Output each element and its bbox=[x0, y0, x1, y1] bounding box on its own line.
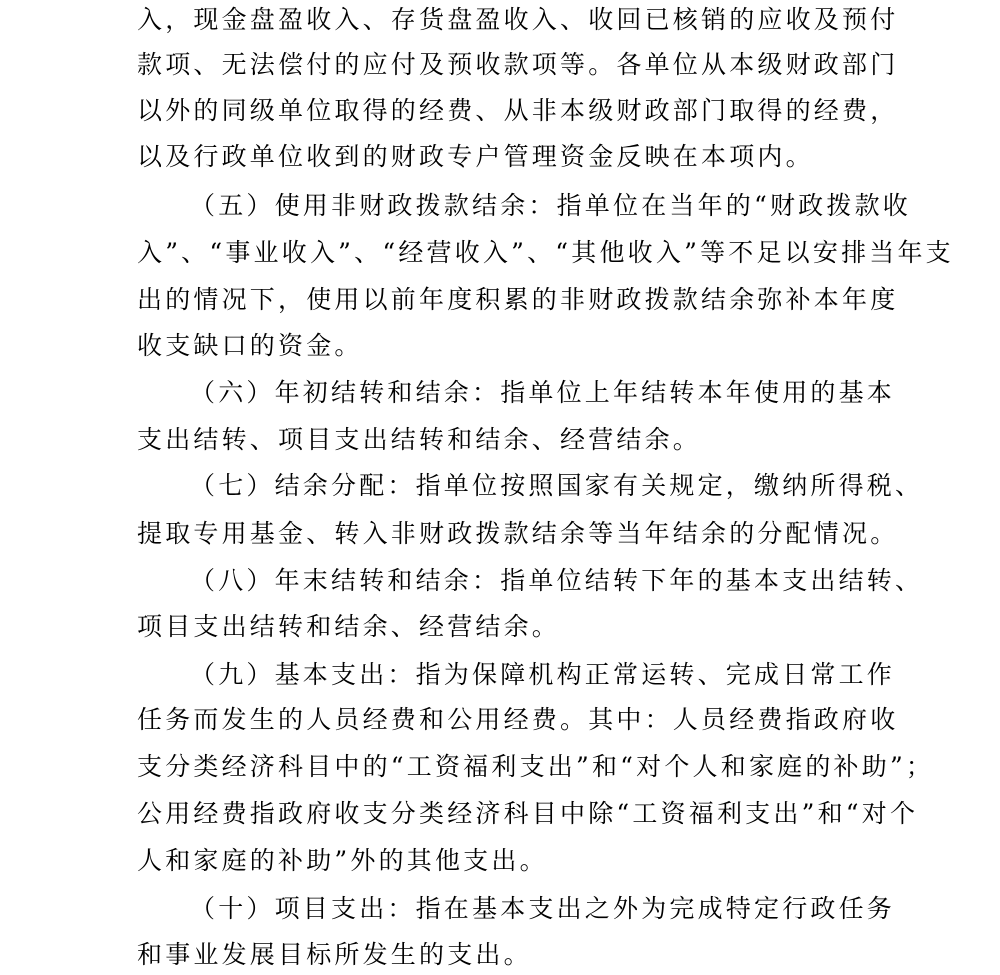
paragraph-line: 人和家庭的补助”外的其他支出。 bbox=[137, 846, 548, 875]
paragraph-line: 出的情况下，使用以前年度积累的非财政拨款结余弥补本年度 bbox=[137, 285, 899, 314]
paragraph-line: 支分类经济科目中的“工资福利支出”和“对个人和家庭的补助”； bbox=[137, 752, 935, 781]
paragraph-line: （九）基本支出：指为保障机构正常运转、完成日常工作 bbox=[190, 660, 896, 689]
paragraph-line: 项目支出结转和结余、经营结余。 bbox=[137, 612, 561, 641]
paragraph-line: 款项、无法偿付的应付及预收款项等。各单位从本级财政部门 bbox=[137, 50, 899, 79]
paragraph-line: （十）项目支出：指在基本支出之外为完成特定行政任务 bbox=[190, 894, 896, 923]
paragraph-line: 和事业发展目标所发生的支出。 bbox=[137, 940, 532, 969]
paragraph-line: 入，现金盘盈收入、存货盘盈收入、收回已核销的应收及预付 bbox=[137, 5, 899, 34]
paragraph-line: 公用经费指政府收支分类经济科目中除“工资福利支出”和“对个 bbox=[137, 799, 919, 828]
paragraph-line: （七）结余分配：指单位按照国家有关规定，缴纳所得税、 bbox=[190, 471, 924, 500]
paragraph-line: 入”、“事业收入”、“经营收入”、“其他收入”等不足以安排当年支 bbox=[137, 238, 954, 267]
paragraph-line: 以外的同级单位取得的经费、从非本级财政部门取得的经费， bbox=[137, 96, 899, 125]
paragraph-line: （五）使用非财政拨款结余：指单位在当年的“财政拨款收 bbox=[190, 191, 911, 220]
paragraph-line: 任务而发生的人员经费和公用经费。其中：人员经费指政府收 bbox=[137, 705, 899, 734]
paragraph-line: 提取专用基金、转入非财政拨款结余等当年结余的分配情况。 bbox=[137, 519, 899, 548]
paragraph-line: （六）年初结转和结余：指单位上年结转本年使用的基本 bbox=[190, 378, 896, 407]
paragraph-line: （八）年末结转和结余：指单位结转下年的基本支出结转、 bbox=[190, 566, 924, 595]
paragraph-line: 收支缺口的资金。 bbox=[137, 331, 363, 360]
paragraph-line: 以及行政单位收到的财政专户管理资金反映在本项内。 bbox=[137, 142, 814, 171]
paragraph-line: 支出结转、项目支出结转和结余、经营结余。 bbox=[137, 425, 702, 454]
